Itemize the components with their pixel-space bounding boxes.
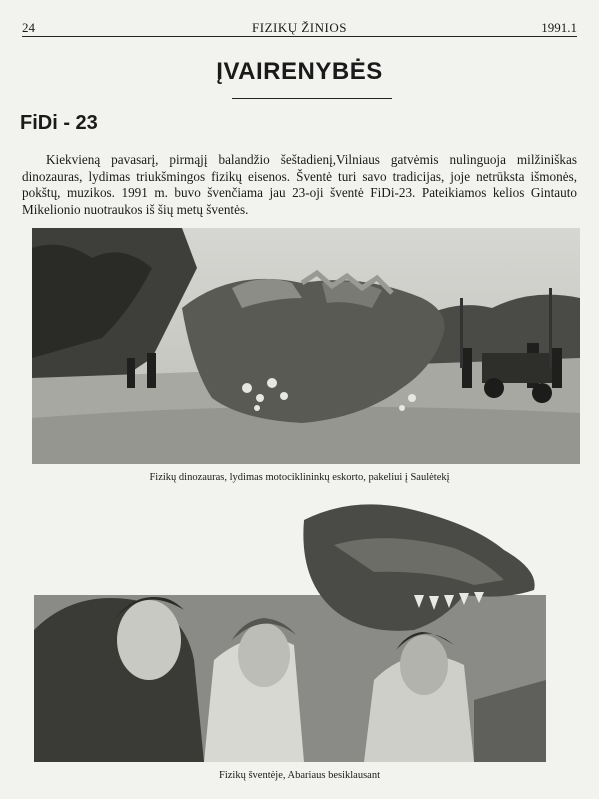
article-body: Kiekvieną pavasarį, pirmąjį balandžio šeštadienį,Vilniaus gatvėmis nulinguoja milžiniškas dinozauras, lydimas triukšmingos fizikų eisenos. Šventė turi savo tradicijas, joje netrūksta išmonės, pokštų, muzikos. 1991 m. buvo švenčiama jau 23-oji šventė FiDi-23. Pateikiamos kelios Gintauto Mikelionio nuotraukos iš šių metų šventės. <box>22 152 577 217</box>
issue-number: 1991.1 <box>541 20 577 35</box>
figure-1-caption: Fizikų dinozauras, lydimas motociklininkų eskorto, pakeliui į Saulėtekį <box>149 472 450 483</box>
page-number: 24 <box>22 20 35 35</box>
section-divider <box>232 98 392 99</box>
festival-crowd-photo <box>34 500 546 762</box>
article-title: FiDi - 23 <box>20 112 98 134</box>
dinosaur-parade-illustration <box>32 228 580 464</box>
running-header <box>22 18 577 37</box>
section-title: ĮVAIRENYBĖS <box>216 58 383 85</box>
journal-title: FIZIKŲ ŽINIOS <box>252 20 347 35</box>
figure-2-caption: Fizikų šventėje, Abariaus besiklausant <box>219 770 380 781</box>
festival-crowd-illustration <box>34 500 546 762</box>
dinosaur-parade-photo <box>32 228 580 464</box>
